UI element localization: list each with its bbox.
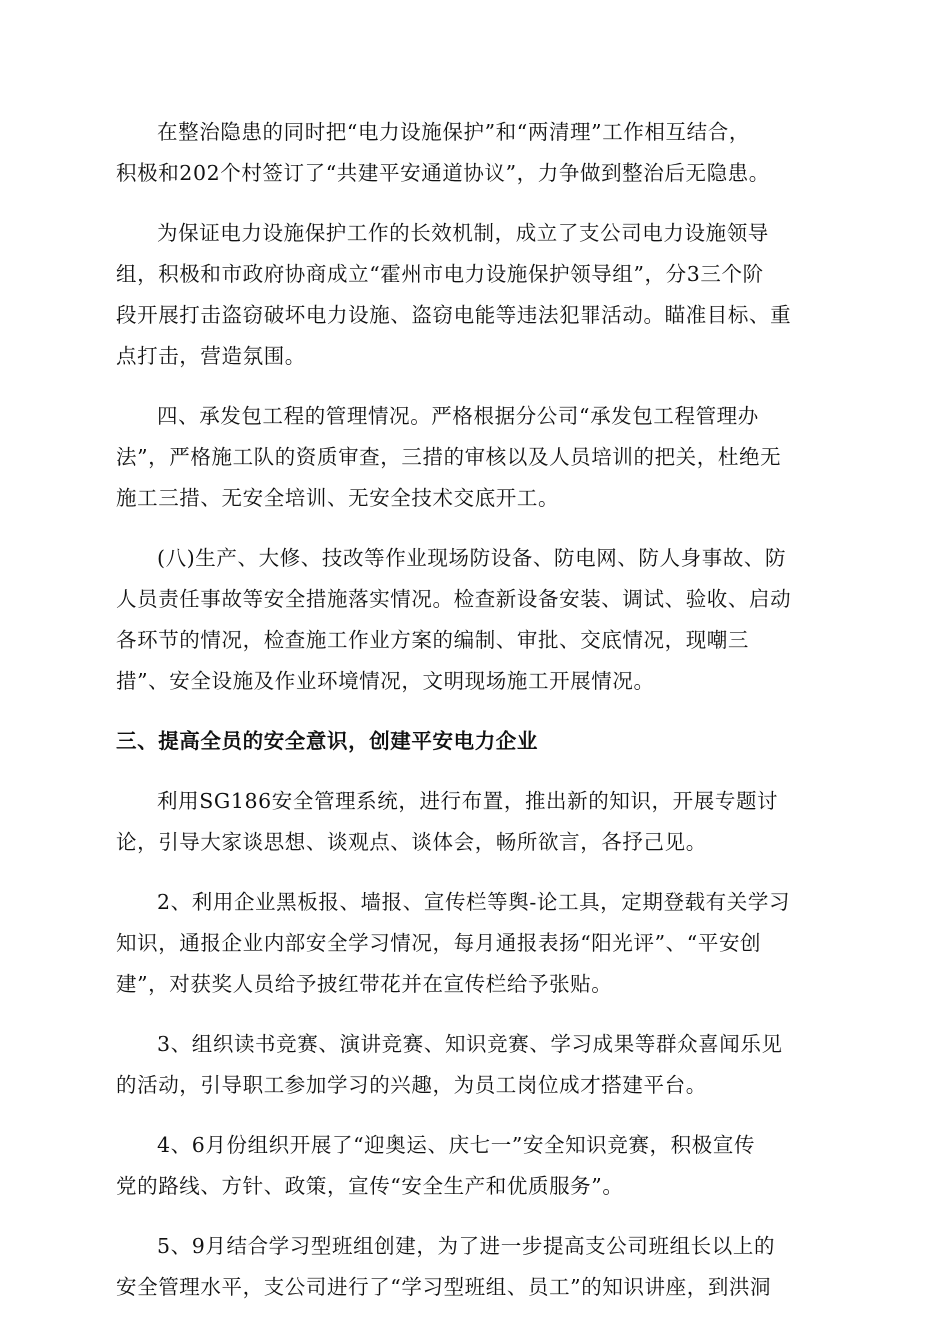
document-body: [116, 112, 836, 1327]
paragraph-contract-management: 四、承发包工程的管理情况。严格根据分公司“承发包工程管理办 法”，严格施工队的资质审查，三措的审核以及人员培训的把关，杜绝无 施工三措、无安全培训、无安全技术交底开工。: [116, 404, 782, 510]
paragraph-facility-protection: 为保证电力设施保护工作的长效机制，成立了支公司电力设施领导 组，积极和市政府协商成立“霍州市电力设施保护领导组”，分3三个阶 段开展打击盗窃破坏电力设施、盗窃电能等违法犯罪活动。瞄准目标、重 点打击，营造氛围。: [116, 221, 792, 368]
section-heading: 三、提高全员的安全意识，创建平安电力企业: [116, 729, 538, 753]
paragraph-september-training: 5、9月结合学习型班组创建，为了进一步提高支公司班组长以上的 安全管理水平，支公司进行了“学习型班组、员工”的知识讲座，到洪洞: [116, 1234, 776, 1299]
paragraph-sg186-system: 利用SG186安全管理系统，进行布置，推出新的知识，开展专题讨 论，引导大家谈思想、谈观点、谈体会，畅所欲言，各抒己见。: [116, 789, 779, 854]
paragraph-june-contest: 4、6月份组织开展了“迎奥运、庆七一”安全知识竞赛，积极宣传 党的路线、方针、政策，宣传“安全生产和优质服务”。: [116, 1133, 756, 1198]
paragraph-hazard-rectification: 在整治隐患的同时把“电力设施保护”和“两清理”工作相互结合， 积极和202个村签订了“共建平安通道协议”，力争做到整治后无隐患。: [116, 120, 770, 185]
paragraph-publicity-tools: 2、利用企业黑板报、墙报、宣传栏等舆-论工具，定期登载有关学习 知识，通报企业内部安全学习情况，每月通报表扬“阳光评”、“平安创 建”，对获奖人员给予披红带花并在宣传栏给予张贴。: [116, 890, 791, 996]
paragraph-competitions: 3、组织读书竞赛、演讲竞赛、知识竞赛、学习成果等群众喜闻乐见 的活动，引导职工参加学习的兴趣，为员工岗位成才搭建平台。: [116, 1032, 783, 1097]
paragraph-site-safety-measures: (八)生产、大修、技改等作业现场防设备、防电网、防人身事故、防 人员责任事故等安全措施落实情况。检查新设备安装、调试、验收、启动 各环节的情况，检查施工作业方案的编制、审批、交底情况，现嘲三 措”、安全设施及作业环境情况，文明现场施工开展情况。: [116, 546, 792, 693]
